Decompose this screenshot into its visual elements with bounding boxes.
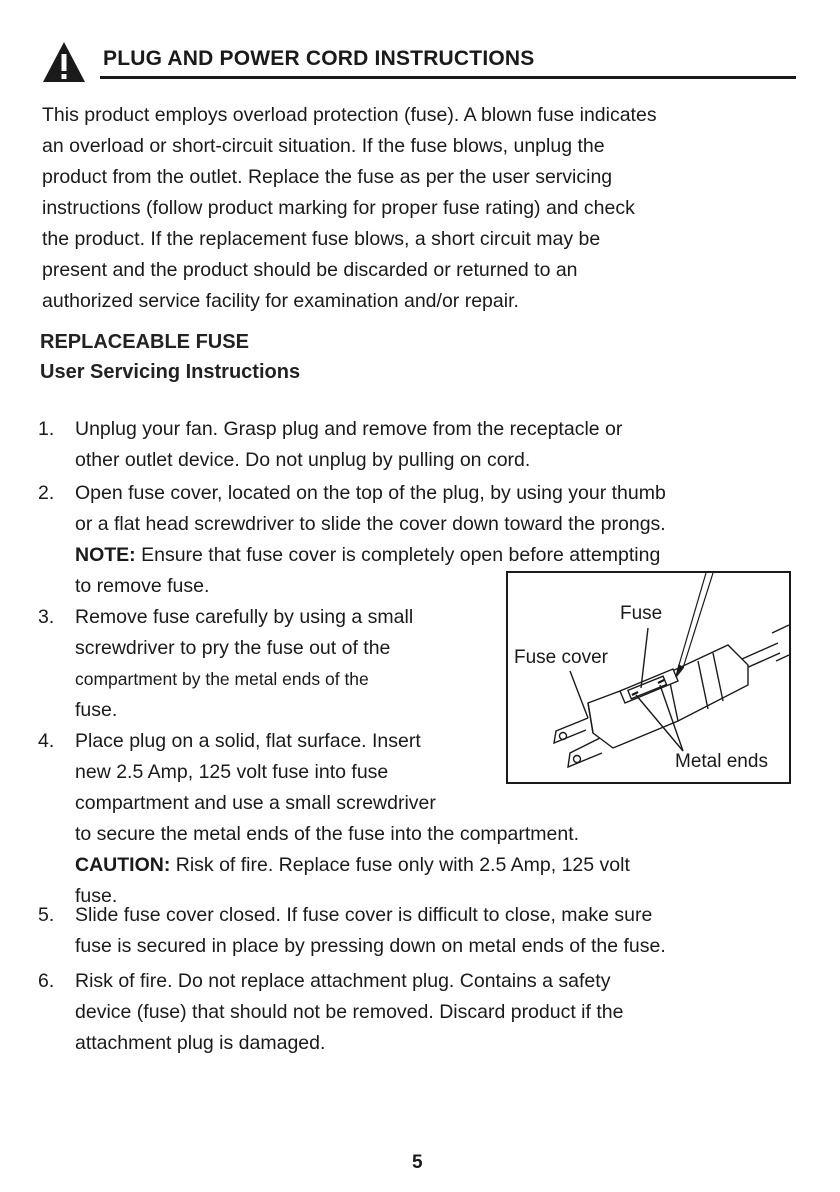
page-number: 5 <box>412 1152 423 1173</box>
note-line <box>75 540 666 571</box>
step-number: 3. <box>38 606 55 628</box>
step-line: other outlet device. Do not unplug by pulling on cord. <box>75 449 531 471</box>
step-number: 6. <box>38 970 55 992</box>
step-line: screwdriver to pry the fuse out of the <box>75 637 391 659</box>
step-line: or a flat head screwdriver to slide the cover down toward the prongs. <box>75 513 666 535</box>
step-number: 4. <box>38 730 55 752</box>
intro-line: authorized service facility for examination and/or repair. <box>42 290 519 312</box>
step-number: 1. <box>38 418 55 440</box>
step-line: Risk of fire. Do not replace attachment plug. Contains a safety <box>75 970 611 992</box>
step-number: 2. <box>38 482 55 504</box>
caution-line: fuse. <box>75 885 118 907</box>
note-label: NOTE: <box>75 544 136 566</box>
page-title: PLUG AND POWER CORD INSTRUCTIONS <box>103 47 535 70</box>
step-line: Place plug on a solid, flat surface. Insert <box>75 730 421 752</box>
section-heading: REPLACEABLE FUSE <box>40 331 249 353</box>
step-line: to secure the metal ends of the fuse into the compartment. <box>75 823 580 845</box>
fuse-label: Fuse <box>620 603 663 624</box>
caution-label: CAUTION: <box>75 854 171 876</box>
step-line: attachment plug is damaged. <box>75 1032 326 1054</box>
step-line: Remove fuse carefully by using a small <box>75 606 414 628</box>
caution-text: Risk of fire. Replace fuse only with 2.5 Amp, 125 volt <box>170 854 630 876</box>
intro-line: the product. If the replacement fuse blows, a short circuit may be <box>42 228 601 250</box>
intro-line: an overload or short-circuit situation. If the fuse blows, unplug the <box>42 135 605 157</box>
caution-line <box>75 850 630 881</box>
step-line: new 2.5 Amp, 125 volt fuse into fuse <box>75 761 389 783</box>
title-divider <box>100 76 796 79</box>
fuse-cover-label: Fuse cover <box>514 647 608 668</box>
note-text: Ensure that fuse cover is completely open before attempting <box>135 544 661 566</box>
step-line: device (fuse) that should not be removed. Discard product if the <box>75 1001 624 1023</box>
section-subheading: User Servicing Instructions <box>40 361 301 383</box>
step-number: 5. <box>38 904 55 926</box>
metal-ends-label: Metal ends <box>675 751 768 772</box>
step-line: compartment and use a small screwdriver <box>75 792 436 814</box>
intro-line: present and the product should be discarded or returned to an <box>42 259 578 281</box>
warning-triangle-icon <box>42 40 86 84</box>
note-line: to remove fuse. <box>75 575 210 597</box>
intro-line: This product employs overload protection (fuse). A blown fuse indicates <box>42 104 657 126</box>
plug-figure <box>506 571 791 784</box>
step-line: Unplug your fan. Grasp plug and remove from the receptacle or <box>75 418 623 440</box>
intro-line: instructions (follow product marking for proper fuse rating) and check <box>42 197 635 219</box>
intro-line: product from the outlet. Replace the fuse as per the user servicing <box>42 166 613 188</box>
intro-paragraph <box>42 100 812 317</box>
step-line: compartment by the metal ends of the <box>75 669 369 689</box>
step-line: fuse is secured in place by pressing down on metal ends of the fuse. <box>75 935 666 957</box>
step-line: fuse. <box>75 699 118 721</box>
step-line: Slide fuse cover closed. If fuse cover is difficult to close, make sure <box>75 904 653 926</box>
step-line: Open fuse cover, located on the top of the plug, by using your thumb <box>75 482 666 504</box>
